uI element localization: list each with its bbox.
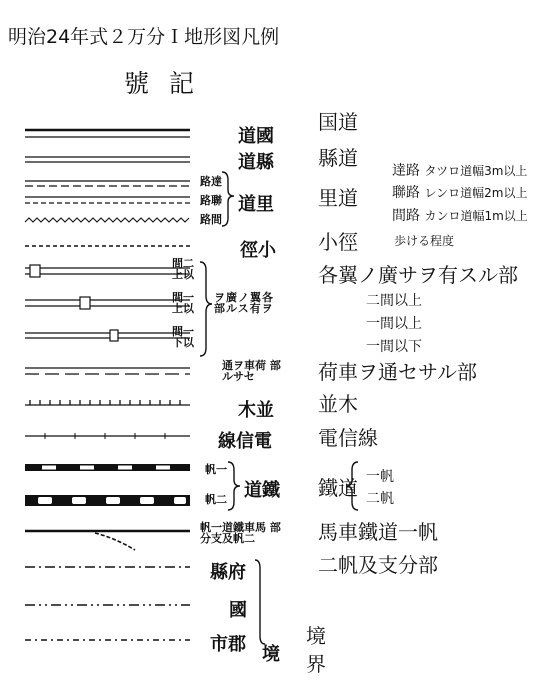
label-orig-boundary-province: 國 bbox=[229, 600, 247, 621]
telegraph-line-symbol bbox=[25, 433, 190, 439]
label-railway: 鐵道 bbox=[318, 476, 358, 500]
label-village-road: 里道 bbox=[318, 186, 358, 210]
national-road-symbol bbox=[25, 130, 190, 137]
label-orig-sub-road-2: 路聯 bbox=[200, 194, 222, 207]
label-orig-rail-1: 帆一 bbox=[205, 463, 227, 476]
label-wide-one-ken-below: 一間以下 bbox=[366, 339, 422, 355]
label-national-road: 国道 bbox=[318, 110, 358, 134]
label-kanro: 間路 カンロ道幅1m以上 bbox=[392, 208, 528, 224]
wide-road-symbols bbox=[25, 265, 190, 341]
label-path-note: 歩ける程度 bbox=[394, 234, 455, 248]
label-tatsuro: 達路 タツロ道幅3m以上 bbox=[392, 163, 528, 179]
label-orig-village-road: 道里 bbox=[238, 194, 274, 215]
symbols-header: 號記 bbox=[124, 69, 215, 98]
label-prefectural-road: 縣道 bbox=[318, 146, 358, 170]
label-orig-national-road: 道國 bbox=[238, 126, 274, 147]
label-orig-sub-road-1: 路達 bbox=[200, 175, 222, 188]
label-orig-prefectural-road: 道縣 bbox=[238, 152, 274, 173]
legend-title: 明治24年式２万分Ｉ地形図凡例 bbox=[8, 26, 280, 48]
label-orig-width-3: 間一 下以 bbox=[172, 325, 194, 349]
label-orig-railway: 道鐵 bbox=[244, 480, 280, 501]
label-renro: 聯路 レンロ道幅2m以上 bbox=[392, 185, 528, 201]
railway-single-symbol bbox=[25, 464, 190, 471]
label-no-cart: 荷車ヲ通セサル部 bbox=[318, 360, 477, 384]
label-wide-two-ken: 二間以上 bbox=[366, 293, 422, 309]
label-tree-lined: 並木 bbox=[318, 392, 358, 416]
village-road-symbols bbox=[25, 181, 190, 222]
label-boundary-1: 境 bbox=[306, 624, 326, 648]
prefectural-road-symbol bbox=[25, 157, 190, 162]
label-orig-rail-2: 帆二 bbox=[205, 493, 227, 506]
label-wide-one-ken-above: 一間以上 bbox=[366, 316, 422, 332]
label-path: 小徑 bbox=[318, 230, 358, 254]
label-orig-boundary-side: 境 bbox=[262, 644, 280, 665]
label-orig-no-cart: 通ヲ車荷 部ルサセ bbox=[222, 359, 281, 383]
label-orig-horse-tram: 帆一道鐵車馬 部分支及帆二 bbox=[200, 521, 281, 545]
label-orig-boundary-county: 市郡 bbox=[210, 634, 246, 655]
horse-tramway-symbol bbox=[25, 531, 190, 550]
railway-double-symbol bbox=[25, 495, 190, 506]
label-railway-double: 二帆 bbox=[366, 491, 394, 507]
label-orig-width-1: 間二 上以 bbox=[172, 257, 194, 281]
label-orig-wide-parts: ヲ廣ノ翼各 部ルス有ヲ bbox=[214, 291, 274, 315]
no-cart-road-symbol bbox=[25, 368, 190, 374]
label-horse-tram-branch: 二帆及支分部 bbox=[318, 553, 438, 577]
label-orig-width-2: 間一 上以 bbox=[172, 291, 194, 315]
label-orig-tree-lined: 木並 bbox=[238, 400, 274, 421]
boundary-symbols bbox=[25, 567, 190, 640]
label-orig-telegraph: 線信電 bbox=[218, 431, 272, 452]
label-orig-boundary-prefecture: 縣府 bbox=[210, 562, 246, 583]
label-orig-path: 徑小 bbox=[240, 240, 276, 261]
label-telegraph: 電信線 bbox=[318, 426, 378, 450]
label-boundary-2: 界 bbox=[306, 652, 326, 676]
label-railway-single: 一帆 bbox=[366, 469, 394, 485]
label-wide-parts: 各翼ノ廣サヲ有スル部 bbox=[318, 263, 518, 287]
tree-lined-symbol bbox=[25, 400, 190, 405]
label-horse-tram: 馬車鐵道一帆 bbox=[318, 520, 438, 544]
label-orig-sub-road-3: 路間 bbox=[200, 213, 222, 226]
